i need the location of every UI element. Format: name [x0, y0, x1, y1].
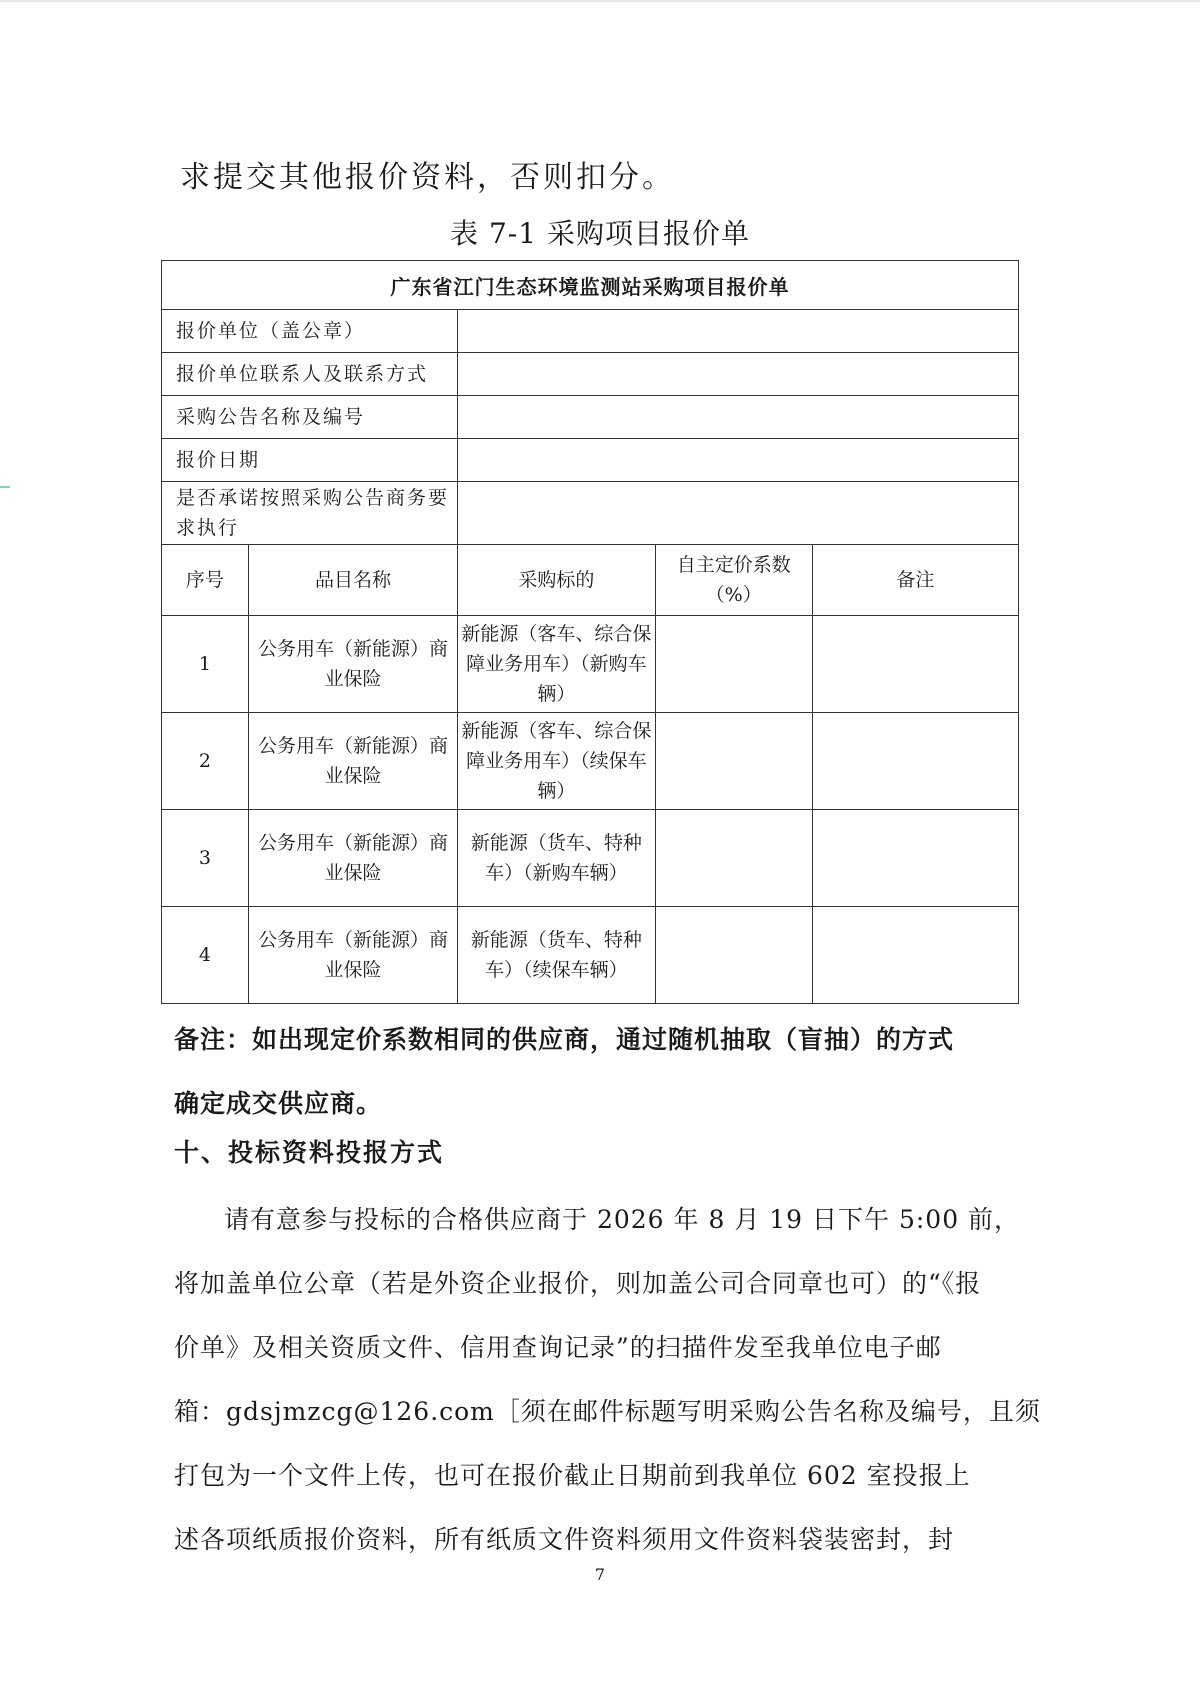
- body-line: 将加盖单位公章（若是外资企业报价，则加盖公司合同章也可）的“《报: [174, 1269, 982, 1298]
- row-remark: [812, 810, 1018, 907]
- table-row: [162, 616, 1019, 713]
- table-note: [174, 1008, 1020, 1136]
- info-row: [162, 353, 1019, 396]
- scan-margin-mark: [0, 486, 10, 488]
- page-number: 7: [594, 1565, 606, 1584]
- body-line: 箱：gdsjmzcg@126.com［须在邮件标题写明采购公告名称及编号，且须: [174, 1397, 1041, 1426]
- row-number: 1: [162, 616, 249, 713]
- note-line: 确定成交供应商。: [174, 1089, 383, 1118]
- info-row: [162, 439, 1019, 482]
- row-coefficient: [655, 616, 812, 713]
- row-item-name: 公务用车（新能源）商业保险: [248, 616, 457, 713]
- table-row: [162, 810, 1019, 907]
- row-coefficient: [655, 907, 812, 1004]
- info-label: 报价日期: [162, 439, 458, 482]
- body-line: 价单》及相关资质文件、信用查询记录”的扫描件发至我单位电子邮: [174, 1333, 942, 1362]
- info-label: 是否承诺按照采购公告商务要求执行: [162, 482, 458, 545]
- row-target: 新能源（货车、特种车）（新购车辆）: [458, 810, 655, 907]
- info-label: 采购公告名称及编号: [162, 396, 458, 439]
- section-title: 十、投标资料投报方式: [174, 1138, 445, 1167]
- page-top-edge: [0, 0, 1200, 2]
- info-label: 报价单位联系人及联系方式: [162, 353, 458, 396]
- row-coefficient: [655, 713, 812, 810]
- table-row: [162, 907, 1019, 1004]
- column-header-remark: 备注: [812, 545, 1018, 616]
- table-title: 广东省江门生态环境监测站采购项目报价单: [162, 261, 1019, 310]
- column-header-row: [162, 545, 1019, 616]
- row-number: 3: [162, 810, 249, 907]
- row-target: 新能源（客车、综合保障业务用车）（新购车辆）: [458, 616, 655, 713]
- row-coefficient: [655, 810, 812, 907]
- body-line: 请有意参与投标的合格供应商于 2026 年 8 月 19 日下午 5:00 前，: [224, 1205, 1021, 1234]
- info-value: [458, 482, 1019, 545]
- intro-text: 求提交其他报价资料，否则扣分。: [180, 160, 675, 195]
- table-caption: 表 7-1 采购项目报价单: [450, 217, 750, 250]
- info-row: [162, 310, 1019, 353]
- table-title-row: [162, 261, 1019, 310]
- column-header-item: 品目名称: [248, 545, 457, 616]
- note-line: 备注：如出现定价系数相同的供应商，通过随机抽取（盲抽）的方式: [174, 1025, 955, 1054]
- info-label: 报价单位（盖公章）: [162, 310, 458, 353]
- row-target: 新能源（客车、综合保障业务用车）（续保车辆）: [458, 713, 655, 810]
- column-header-no: 序号: [162, 545, 249, 616]
- row-number: 2: [162, 713, 249, 810]
- body-line: 述各项纸质报价资料，所有纸质文件资料须用文件资料袋装密封，封: [174, 1525, 955, 1554]
- row-item-name: 公务用车（新能源）商业保险: [248, 810, 457, 907]
- row-target: 新能源（货车、特种车）（续保车辆）: [458, 907, 655, 1004]
- row-number: 4: [162, 907, 249, 1004]
- info-value: [458, 310, 1019, 353]
- body-paragraph: [174, 1188, 1041, 1572]
- info-value: [458, 396, 1019, 439]
- row-item-name: 公务用车（新能源）商业保险: [248, 713, 457, 810]
- info-row: [162, 396, 1019, 439]
- row-remark: [812, 713, 1018, 810]
- column-header-coefficient: 自主定价系数（%）: [655, 545, 812, 616]
- column-header-target: 采购标的: [458, 545, 655, 616]
- quotation-table: [161, 260, 1019, 1004]
- row-remark: [812, 616, 1018, 713]
- row-item-name: 公务用车（新能源）商业保险: [248, 907, 457, 1004]
- row-remark: [812, 907, 1018, 1004]
- body-line: 打包为一个文件上传，也可在报价截止日期前到我单位 602 室投报上: [174, 1461, 971, 1490]
- info-value: [458, 353, 1019, 396]
- table-row: [162, 713, 1019, 810]
- info-row: [162, 482, 1019, 545]
- info-value: [458, 439, 1019, 482]
